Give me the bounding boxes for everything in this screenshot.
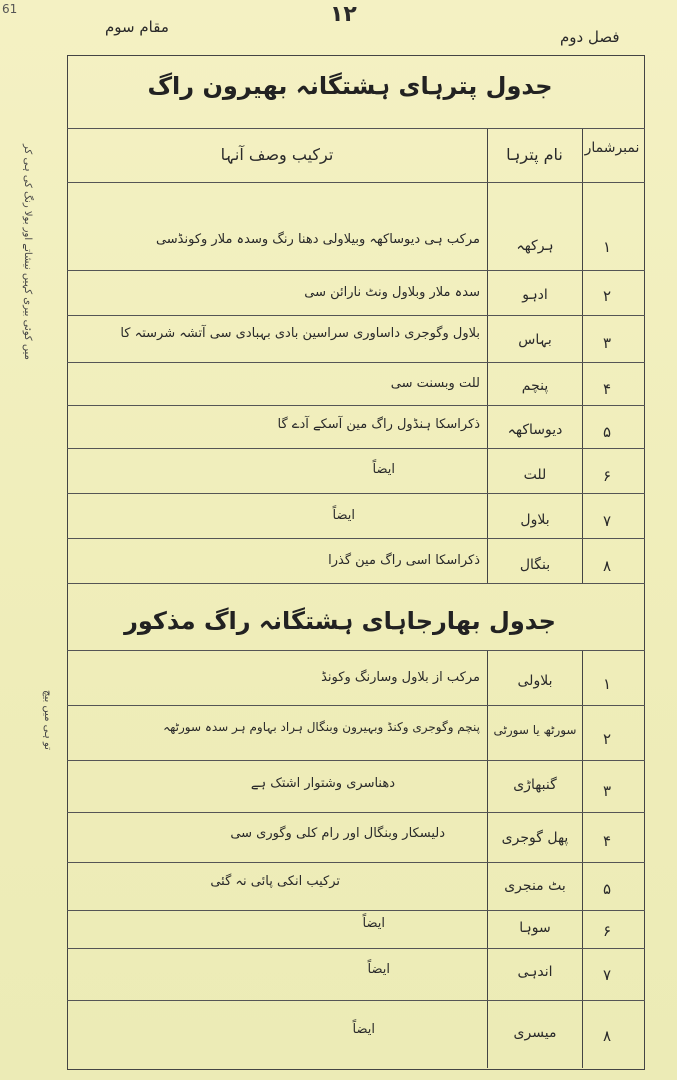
row-description: ایضاً xyxy=(352,1022,375,1037)
row-number: ۳ xyxy=(602,782,612,800)
row-description: للت وبسنت سی xyxy=(390,376,480,391)
row-number: ۸ xyxy=(602,1027,612,1045)
row-number: ۳ xyxy=(602,334,612,352)
row-number: ۴ xyxy=(602,832,612,850)
row-name: بلاول xyxy=(520,512,550,528)
row-divider xyxy=(67,538,645,539)
row-description: بلاول وگوجری داساوری سراسین بادی بہبادی سی آتشہ شرستہ کا xyxy=(120,326,480,341)
row-number: ۷ xyxy=(602,512,612,530)
row-divider xyxy=(67,583,645,584)
row-divider xyxy=(67,948,645,949)
row-description: ایضاً xyxy=(362,916,385,931)
row-name: بہاس xyxy=(518,332,552,348)
row-name: سورٹھ یا سورٹی xyxy=(493,723,577,737)
row-divider xyxy=(67,650,645,651)
row-number: ۵ xyxy=(602,880,612,898)
row-divider xyxy=(67,760,645,761)
row-description: دھناسری وشتوار اشتک ہے xyxy=(250,776,395,791)
column-divider xyxy=(582,650,583,1068)
row-name: دیوساکھہ xyxy=(507,422,563,438)
row-divider xyxy=(67,862,645,863)
row-name: بلاولی xyxy=(517,673,553,689)
row-divider xyxy=(67,493,645,494)
header-right-fasl: فصل دوم xyxy=(560,28,620,46)
row-description: ایضاً xyxy=(367,962,390,977)
row-divider xyxy=(67,812,645,813)
row-divider xyxy=(67,448,645,449)
column-divider xyxy=(487,650,488,1068)
margin-note-upper: میں کوئی بیری کہیں نیشاتے اور بولا رنگ کی ہی کر xyxy=(22,144,33,360)
row-name: اندہی xyxy=(517,964,553,980)
row-divider xyxy=(67,362,645,363)
row-description: ایضاً xyxy=(372,462,395,477)
row-divider xyxy=(67,405,645,406)
row-name: للت xyxy=(523,467,547,483)
row-name: پنچم xyxy=(521,378,549,394)
row-divider xyxy=(67,1000,645,1001)
row-divider xyxy=(67,182,645,183)
row-description: مرکب ہی دیوساکھہ وبیلاولی دھنا رنگ وسدہ ملار وکونڈسی xyxy=(155,232,480,247)
row-name: گنبھاڑی xyxy=(513,777,557,793)
margin-note-lower: تو ہی میں بیچ xyxy=(42,690,53,750)
column-divider xyxy=(487,128,488,583)
row-number: ۱ xyxy=(602,675,612,693)
row-number: ۶ xyxy=(602,467,612,485)
row-number: ۲ xyxy=(602,287,612,305)
row-description: پنچم وگوجری وکنڈ وبہیرون وبنگال ہراد بہاوم ہر سدہ سورٹھہ xyxy=(163,720,480,734)
row-divider xyxy=(67,128,645,129)
table2-title: جدول بھارجاہای ہشتگانہ راگ مذکور xyxy=(124,607,556,635)
column-divider xyxy=(582,128,583,583)
row-number: ۱ xyxy=(602,238,612,256)
row-number: ۲ xyxy=(602,730,612,748)
row-description: ترکیب انکی پائی نہ گئی xyxy=(210,874,340,889)
page-number: ۱۲ xyxy=(330,2,357,27)
header-description: ترکیب وصف آنہا xyxy=(220,145,334,164)
row-number: ۵ xyxy=(602,423,612,441)
row-divider xyxy=(67,705,645,706)
row-name: بنگال xyxy=(519,557,551,573)
row-description: ایضاً xyxy=(332,508,355,523)
row-name: ادہو xyxy=(522,287,548,303)
row-name: ہرکھہ xyxy=(516,238,554,254)
row-name: سوہا xyxy=(519,920,551,936)
row-description: ذکراسکا ہنڈول راگ مین آسکے آدے گا xyxy=(277,417,480,432)
table1-title: جدول پترہای ہشتگانہ بھیرون راگ xyxy=(147,72,553,100)
row-name: پھل گوجری xyxy=(501,830,569,846)
header-name: نام پترہا xyxy=(506,145,563,164)
row-description: سدہ ملار وبلاول ونٹ نارائن سی xyxy=(304,285,480,300)
row-divider xyxy=(67,315,645,316)
row-description: مرکب از بلاول وسارنگ وکونڈ xyxy=(321,670,480,685)
corner-number: 61 xyxy=(2,2,18,16)
row-name: میسری xyxy=(513,1025,557,1041)
row-name: بٹ منجری xyxy=(504,878,566,894)
row-description: دلیسکار وبنگال اور رام کلی وگوری سی xyxy=(230,826,445,841)
row-number: ۴ xyxy=(602,380,612,398)
row-description: ذکراسکا اسی راگ مین گذرا xyxy=(328,553,480,568)
row-divider xyxy=(67,910,645,911)
row-number: ۷ xyxy=(602,966,612,984)
row-divider xyxy=(67,270,645,271)
row-number: ۸ xyxy=(602,557,612,575)
row-number: ۶ xyxy=(602,922,612,940)
header-left-maqam: مقام سوم xyxy=(105,18,169,36)
header-serial-number: نمبرشمار xyxy=(584,140,640,156)
